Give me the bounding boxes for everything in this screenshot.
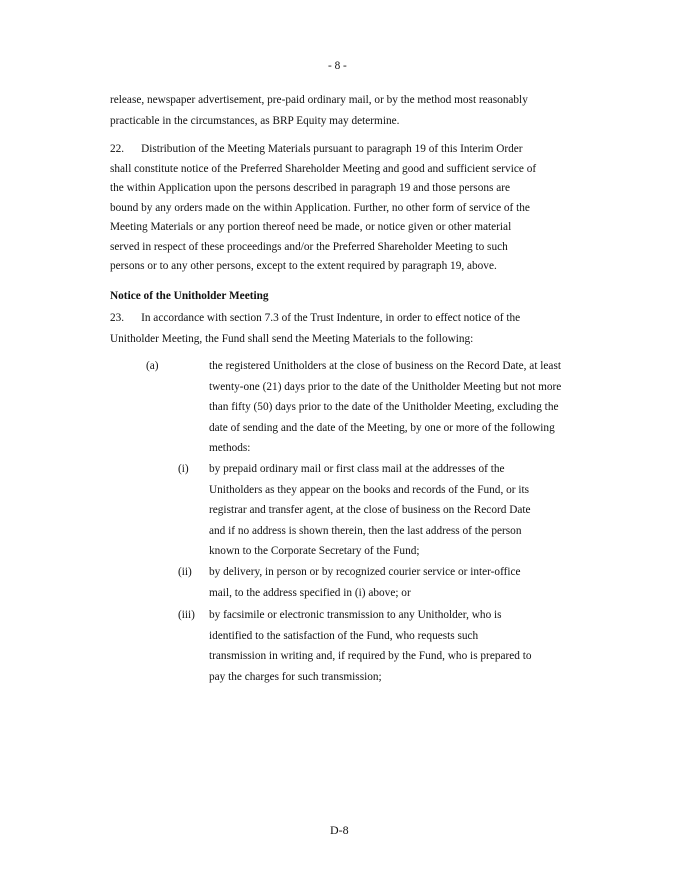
text-line: Meeting Materials or any portion thereof need be made, or notice given or other material [110,221,512,233]
text-line: Unitholders as they appear on the books and records of the Fund, or its [209,483,530,496]
text-line: by delivery, in person or by recognized courier service or inter-office [209,566,521,578]
page-header: - 8 - [328,60,347,72]
paragraph-continuation [110,90,560,131]
text-line: transmission in writing and, if required by the Fund, who is prepared to [209,650,532,662]
text-line: served in respect of these proceedings and/or the Preferred Shareholder Meeting to such [110,240,508,253]
item-label-a: (a) [146,360,159,372]
paragraph-23 [110,308,560,349]
text-line: twenty-one (21) days prior to the date of the Unitholder Meeting but not more [209,380,562,393]
text-line: registrar and transfer agent, at the close of business on the Record Date [209,504,531,516]
text-line: by facsimile or electronic transmission to any Unitholder, who is [209,609,502,621]
item-a-text [209,356,562,459]
section-heading: Notice of the Unitholder Meeting [110,290,269,302]
text-line: the registered Unitholders at the close of business on the Record Date, at least [209,360,561,372]
text-line: 22. Distribution of the Meeting Materials pursuant to paragraph 19 of this Interim Order [110,143,523,155]
text-line: identified to the satisfaction of the Fund, who requests such [209,629,479,642]
text-line: mail, to the address specified in (i) above; or [209,586,411,599]
item-label-iii: (iii) [178,609,195,621]
text-line: methods: [209,442,251,454]
text-line: shall constitute notice of the Preferred Shareholder Meeting and good and sufficient service of [110,162,537,175]
item-ii-text [209,562,549,603]
text-line: Unitholder Meeting, the Fund shall send the Meeting Materials to the following: [110,332,474,345]
text-line: 23. In accordance with section 7.3 of the Trust Indenture, in order to effect notice of the [110,312,521,324]
text-line: persons or to any other persons, except to the extent required by paragraph 19, above. [110,260,497,272]
text-line: by prepaid ordinary mail or first class mail at the addresses of the [209,463,505,475]
text-line: and if no address is shown therein, then the last address of the person [209,524,522,537]
text-line: known to the Corporate Secretary of the Fund; [209,545,420,557]
text-line: the within Application upon the persons described in paragraph 19 and those persons are [110,182,510,194]
item-label-i: (i) [178,463,189,475]
page-footer: D-8 [330,823,349,837]
text-line: than fifty (50) days prior to the date of the Unitholder Meeting, excluding the [209,401,559,413]
text-line: date of sending and the date of the Meeting, by one or more of the following [209,421,555,434]
item-iii-text [209,605,549,687]
text-line: pay the charges for such transmission; [209,670,382,683]
paragraph-22 [110,140,560,277]
text-line: practicable in the circumstances, as BRP Equity may determine. [110,114,400,127]
text-line: bound by any orders made on the within Application. Further, no other form of service of the [110,201,530,214]
text-line: release, newspaper advertisement, pre-paid ordinary mail, or by the method most reasonably [110,94,528,106]
item-i-text [209,459,549,562]
item-label-ii: (ii) [178,566,192,578]
